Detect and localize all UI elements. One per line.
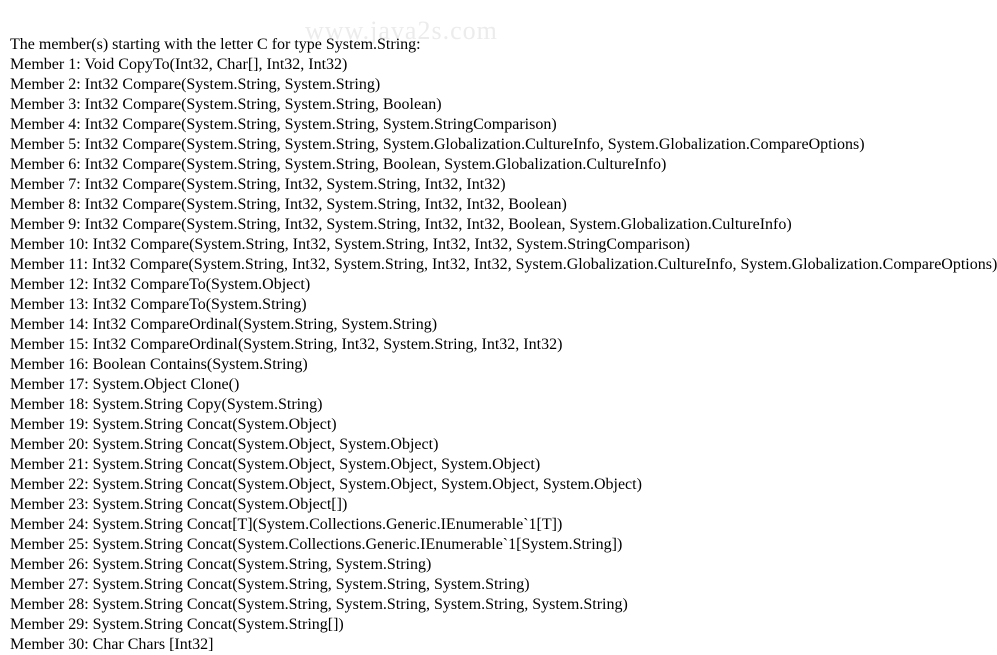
watermark: www.java2s.com bbox=[305, 16, 498, 45]
member-line-26: Member 26: System.String Concat(System.String, System.String) bbox=[10, 556, 432, 573]
member-line-19: Member 19: System.String Concat(System.Object) bbox=[10, 416, 337, 433]
member-line-21: Member 21: System.String Concat(System.Object, System.Object, System.Object) bbox=[10, 456, 541, 473]
member-line-15: Member 15: Int32 CompareOrdinal(System.String, Int32, System.String, Int32, Int32) bbox=[10, 336, 563, 353]
member-line-16: Member 16: Boolean Contains(System.String) bbox=[10, 356, 308, 373]
member-line-17: Member 17: System.Object Clone() bbox=[10, 376, 240, 393]
member-line-12: Member 12: Int32 CompareTo(System.Object) bbox=[10, 276, 311, 293]
member-line-4: Member 4: Int32 Compare(System.String, System.String, System.StringComparison) bbox=[10, 116, 557, 133]
member-line-6: Member 6: Int32 Compare(System.String, System.String, Boolean, System.Globalization.CultureInfo) bbox=[10, 156, 667, 173]
member-line-2: Member 2: Int32 Compare(System.String, System.String) bbox=[10, 76, 381, 93]
member-line-18: Member 18: System.String Copy(System.String) bbox=[10, 396, 323, 413]
console-output bbox=[10, 35, 997, 655]
member-line-22: Member 22: System.String Concat(System.Object, System.Object, System.Object, System.Object) bbox=[10, 476, 642, 493]
member-line-29: Member 29: System.String Concat(System.String[]) bbox=[10, 616, 344, 633]
member-line-24: Member 24: System.String Concat[T](System.Collections.Generic.IEnumerable`1[T]) bbox=[10, 516, 563, 533]
member-line-5: Member 5: Int32 Compare(System.String, System.String, System.Globalization.CultureInfo, System.Globalization.CompareOptions) bbox=[10, 136, 865, 153]
member-line-14: Member 14: Int32 CompareOrdinal(System.String, System.String) bbox=[10, 316, 438, 333]
member-line-9: Member 9: Int32 Compare(System.String, Int32, System.String, Int32, Int32, Boolean, System.Globalization.CultureInfo) bbox=[10, 216, 792, 233]
member-line-11: Member 11: Int32 Compare(System.String, Int32, System.String, Int32, Int32, System.Globalization.CultureInfo, System.Globalization.CompareOptions) bbox=[10, 256, 997, 273]
member-line-25: Member 25: System.String Concat(System.Collections.Generic.IEnumerable`1[System.String]) bbox=[10, 536, 623, 553]
member-line-7: Member 7: Int32 Compare(System.String, Int32, System.String, Int32, Int32) bbox=[10, 176, 506, 193]
member-line-23: Member 23: System.String Concat(System.Object[]) bbox=[10, 496, 348, 513]
member-line-20: Member 20: System.String Concat(System.Object, System.Object) bbox=[10, 436, 439, 453]
member-line-28: Member 28: System.String Concat(System.String, System.String, System.String, System.String) bbox=[10, 596, 628, 613]
member-line-13: Member 13: Int32 CompareTo(System.String) bbox=[10, 296, 307, 313]
member-line-27: Member 27: System.String Concat(System.String, System.String, System.String) bbox=[10, 576, 530, 593]
member-line-30: Member 30: Char Chars [Int32] bbox=[10, 636, 214, 653]
output-header: The member(s) starting with the letter C for type System.String: bbox=[10, 36, 421, 53]
member-line-8: Member 8: Int32 Compare(System.String, Int32, System.String, Int32, Int32, Boolean) bbox=[10, 196, 567, 213]
member-line-1: Member 1: Void CopyTo(Int32, Char[], Int32, Int32) bbox=[10, 56, 348, 73]
member-line-10: Member 10: Int32 Compare(System.String, Int32, System.String, Int32, Int32, System.StringComparison) bbox=[10, 236, 690, 253]
member-line-3: Member 3: Int32 Compare(System.String, System.String, Boolean) bbox=[10, 96, 442, 113]
